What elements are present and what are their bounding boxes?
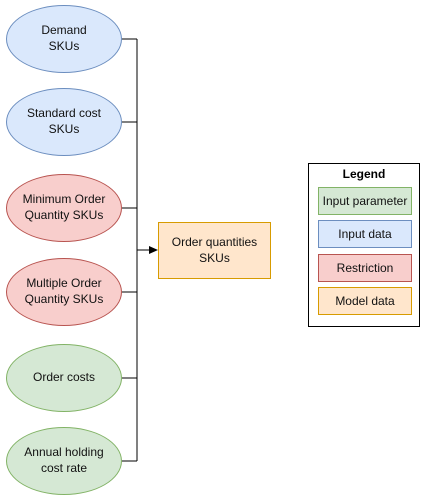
node-multiple-order-quantity-skus: Multiple Order Quantity SKUs: [6, 258, 122, 326]
node-annual-holding-cost-rate: Annual holding cost rate: [6, 427, 122, 495]
node-minimum-order-quantity-skus: Minimum Order Quantity SKUs: [6, 174, 122, 242]
legend-item-input-data: Input data: [318, 220, 412, 248]
legend-item-model-data: Model data: [318, 287, 412, 315]
node-order-costs: Order costs: [6, 344, 122, 412]
arrowhead: [149, 246, 158, 254]
node-standard-cost-skus: Standard cost SKUs: [6, 88, 122, 156]
legend-item-input-parameter: Input parameter: [318, 187, 412, 215]
node-demand-skus: Demand SKUs: [6, 5, 122, 73]
node-order-quantities-skus: Order quantities SKUs: [158, 222, 271, 279]
legend-title: Legend: [342, 167, 386, 181]
legend: [308, 163, 420, 327]
legend-item-restriction: Restriction: [318, 254, 412, 282]
